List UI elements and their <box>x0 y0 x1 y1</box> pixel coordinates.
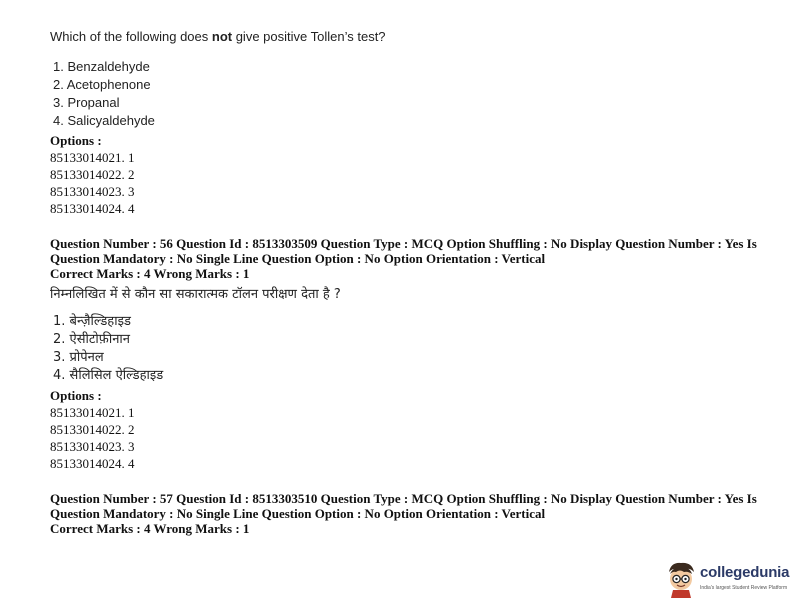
option-id: 85133014024. 4 <box>50 456 135 471</box>
option-id: 85133014022. 2 <box>50 422 135 437</box>
choice-item: 1. बेन्ज़ैल्डिहाइड <box>53 314 131 329</box>
question-suffix: give positive Tollen’s test? <box>232 29 386 44</box>
question-meta <box>50 491 757 536</box>
option-id: 85133014021. 1 <box>50 150 135 165</box>
question-text-hindi: निम्नलिखित में से कौन सा सकारात्मक टॉलन परीक्षण देता है ? <box>50 287 341 302</box>
option-id: 85133014023. 3 <box>50 184 135 199</box>
choice-item: 3. प्रोपेनल <box>53 350 104 365</box>
option-id: 85133014024. 4 <box>50 201 135 216</box>
meta-line: Question Mandatory : No Single Line Question Option : No Option Orientation : Vertical <box>50 506 546 521</box>
choice-item: 2. Acetophenone <box>53 77 151 92</box>
question-prefix: Which of the following does <box>50 29 212 44</box>
meta-line: Question Number : 56 Question Id : 8513303509 Question Type : MCQ Option Shuffling : No Display Question Number : Yes Is <box>50 236 757 251</box>
meta-line: Correct Marks : 4 Wrong Marks : 1 <box>50 266 250 281</box>
mascot-icon <box>664 560 698 598</box>
choice-list <box>53 58 155 130</box>
options-heading: Options : <box>50 388 102 403</box>
choice-list-hindi <box>53 313 163 385</box>
collegedunia-logo <box>664 558 788 602</box>
options-block <box>50 387 135 472</box>
meta-line: Correct Marks : 4 Wrong Marks : 1 <box>50 521 250 536</box>
meta-line: Question Mandatory : No Single Line Question Option : No Option Orientation : Vertical <box>50 251 546 266</box>
choice-item: 4. सैलिसिल ऐल्डिहाइड <box>53 368 164 383</box>
logo-tagline: India's largest Student Review Platform <box>700 585 788 591</box>
choice-item: 4. Salicyaldehyde <box>53 113 155 128</box>
choice-item: 1. Benzaldehyde <box>53 59 150 74</box>
options-heading: Options : <box>50 133 102 148</box>
option-id: 85133014023. 3 <box>50 439 135 454</box>
question-emphasis: not <box>211 29 233 44</box>
question-meta <box>50 236 757 281</box>
meta-line: Question Number : 57 Question Id : 8513303510 Question Type : MCQ Option Shuffling : No Display Question Number : Yes Is <box>50 491 757 506</box>
logo-wordmark: collegedunia <box>700 564 790 581</box>
question-text <box>50 29 386 44</box>
choice-item: 3. Propanal <box>53 95 120 110</box>
option-id: 85133014021. 1 <box>50 405 135 420</box>
choice-item: 2. ऐसीटोफ़ीनान <box>53 332 130 347</box>
options-block <box>50 132 135 217</box>
option-id: 85133014022. 2 <box>50 167 135 182</box>
